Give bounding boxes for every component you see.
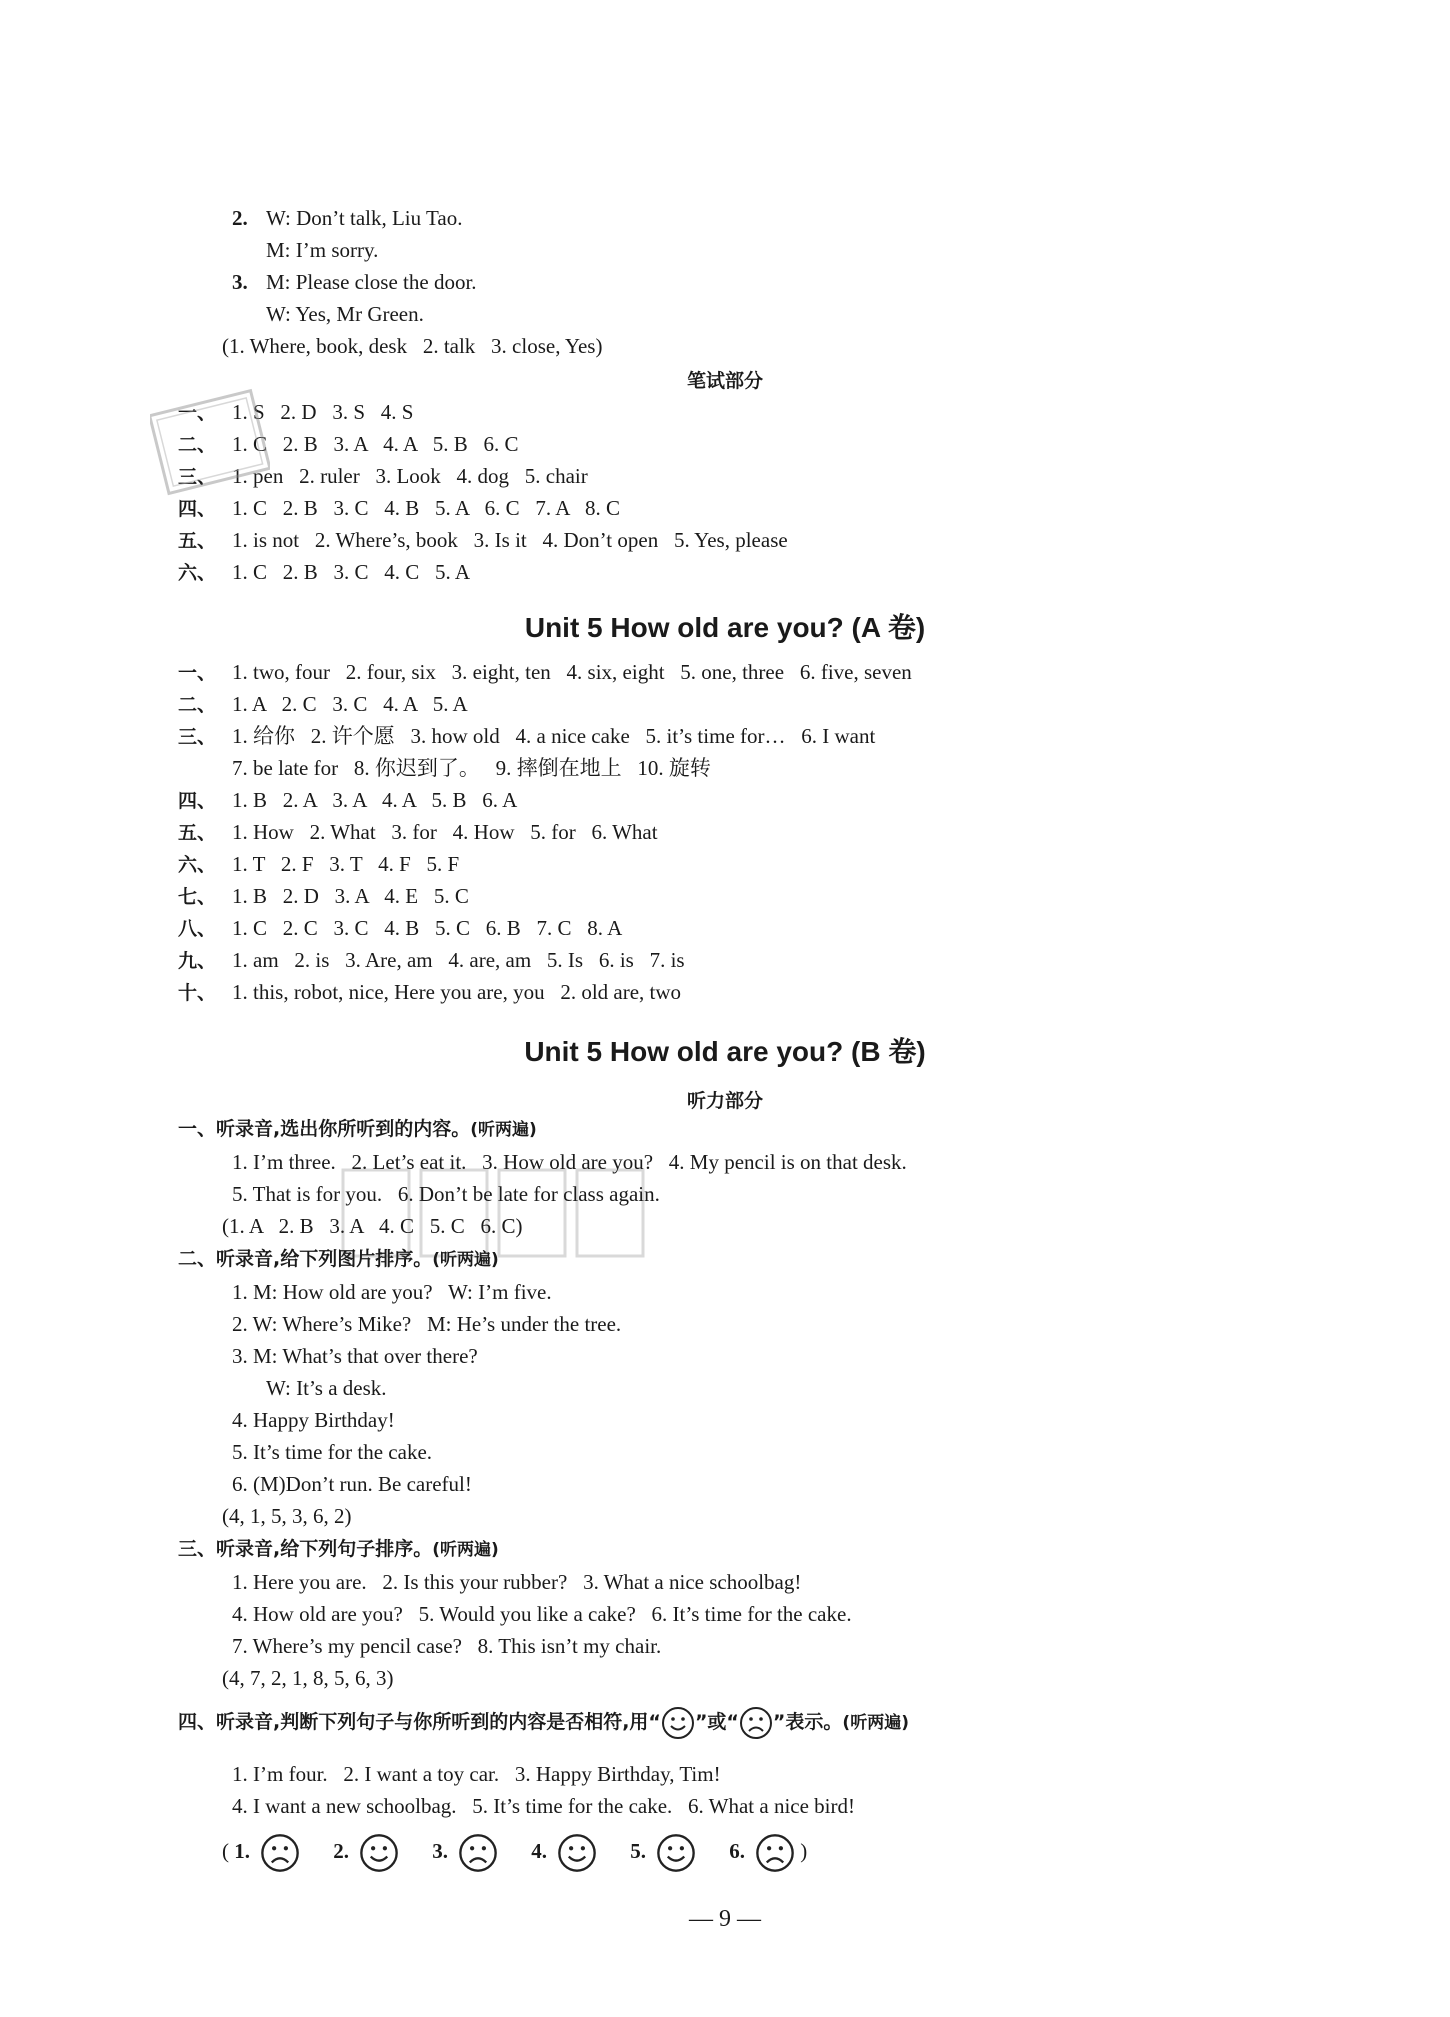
unit-a-row-5: 五、 1. How 2. What 3. for 4. How 5. for 6. What — [178, 820, 658, 844]
watermark — [335, 1160, 655, 1270]
listening-section-title: 听力部分 — [686, 1090, 763, 1112]
smile-face-icon — [656, 1833, 696, 1873]
part2-line-3: 3. M: What’s that over there? — [232, 1344, 478, 1368]
part2-heading: 二、听录音,给下列图片排序。(听两遍) — [178, 1248, 499, 1270]
sad-face-icon — [458, 1833, 498, 1873]
part4-answers: ( 1. 2. 3. 4. 5. 6. ) — [222, 1828, 807, 1874]
written-row-2: 二、 1. C 2. B 3. A 4. A 5. B 6. C — [178, 432, 519, 456]
part4-line-2: 4. I want a new schoolbag. 5. It’s time for the cake. 6. What a nice bird! — [232, 1794, 855, 1818]
written-row-6: 六、 1. C 2. B 3. C 4. C 5. A — [178, 560, 471, 584]
unit-a-row-3: 三、 1. 给你 2. 许个愿 3. how old 4. a nice cake 5. it’s time for… 6. I want — [178, 724, 876, 748]
part2-line-2: 2. W: Where’s Mike? M: He’s under the tree. — [232, 1312, 622, 1336]
part4-heading: 四、听录音,判断下列句子与你所听到的内容是否相符,用“ ”或“ ”表示。(听两遍) — [178, 1702, 909, 1743]
part2-line-7: 6. (M)Don’t run. Be careful! — [232, 1472, 472, 1496]
part3-answers: (4, 7, 2, 1, 8, 5, 6, 3) — [222, 1666, 394, 1690]
smile-face-icon — [661, 1706, 695, 1740]
part2-line-4: W: It’s a desk. — [266, 1376, 387, 1400]
part3-heading: 三、听录音,给下列句子排序。(听两遍) — [178, 1538, 499, 1560]
unit-a-row-7: 七、 1. B 2. D 3. A 4. E 5. C — [178, 884, 469, 908]
unit-b-title: Unit 5 How old are you? (B 卷) — [524, 1036, 926, 1067]
top-line-1: 2. W: Don’t talk, Liu Tao. — [232, 206, 463, 230]
top-answers: (1. Where, book, desk 2. talk 3. close, Yes) — [222, 334, 603, 358]
written-row-1: 一、 1. S 2. D 3. S 4. S — [178, 400, 414, 424]
written-row-4: 四、 1. C 2. B 3. C 4. B 5. A 6. C 7. A 8. C — [178, 496, 620, 520]
part2-line-6: 5. It’s time for the cake. — [232, 1440, 433, 1464]
unit-a-row-8: 八、 1. C 2. C 3. C 4. B 5. C 6. B 7. C 8. A — [178, 916, 623, 940]
unit-a-row-4: 四、 1. B 2. A 3. A 4. A 5. B 6. A — [178, 788, 518, 812]
smile-face-icon — [359, 1833, 399, 1873]
part2-answers: (4, 1, 5, 3, 6, 2) — [222, 1504, 352, 1528]
sad-face-icon — [739, 1706, 773, 1740]
top-line-2: M: I’m sorry. — [266, 238, 379, 262]
part2-line-1: 1. M: How old are you? W: I’m five. — [232, 1280, 552, 1304]
top-line-4: W: Yes, Mr Green. — [266, 302, 424, 326]
part3-line-2: 4. How old are you? 5. Would you like a cake? 6. It’s time for the cake. — [232, 1602, 852, 1626]
part1-heading: 一、听录音,选出你所听到的内容。(听两遍) — [178, 1118, 537, 1140]
sad-face-icon — [755, 1833, 795, 1873]
unit-a-row-6: 六、 1. T 2. F 3. T 4. F 5. F — [178, 852, 460, 876]
unit-a-row-3b: 7. be late for 8. 你迟到了。 9. 摔倒在地上 10. 旋转 — [232, 756, 711, 780]
part3-line-3: 7. Where’s my pencil case? 8. This isn’t my chair. — [232, 1634, 662, 1658]
part3-line-1: 1. Here you are. 2. Is this your rubber? 3. What a nice schoolbag! — [232, 1570, 802, 1594]
sad-face-icon — [260, 1833, 300, 1873]
stamp-logo — [150, 388, 270, 498]
unit-a-row-2: 二、 1. A 2. C 3. C 4. A 5. A — [178, 692, 468, 716]
written-row-3: 三、 1. pen 2. ruler 3. Look 4. dog 5. chair — [178, 464, 588, 488]
part4-line-1: 1. I’m four. 2. I want a toy car. 3. Happy Birthday, Tim! — [232, 1762, 721, 1786]
unit-a-row-10: 十、 1. this, robot, nice, Here you are, you 2. old are, two — [178, 980, 682, 1004]
smile-face-icon — [557, 1833, 597, 1873]
page-number: — 9 — — [689, 1906, 761, 1932]
unit-a-row-9: 九、 1. am 2. is 3. Are, am 4. are, am 5. Is 6. is 7. is — [178, 948, 685, 972]
top-line-3: 3. M: Please close the door. — [232, 270, 477, 294]
part1-line-1: 1. I’m three. 2. Let’s eat it. 3. How old are you? 4. My pencil is on that desk. — [232, 1150, 907, 1174]
part2-line-5: 4. Happy Birthday! — [232, 1408, 395, 1432]
unit-a-row-1: 一、 1. two, four 2. four, six 3. eight, ten 4. six, eight 5. one, three 6. five, seven — [178, 660, 912, 684]
written-section-title: 笔试部分 — [686, 370, 763, 392]
part1-line-2: 5. That is for you. 6. Don’t be late for class again. — [232, 1182, 660, 1206]
part1-answers: (1. A 2. B 3. A 4. C 5. C 6. C) — [222, 1214, 523, 1238]
unit-a-title: Unit 5 How old are you? (A 卷) — [524, 612, 926, 643]
written-row-5: 五、 1. is not 2. Where’s, book 3. Is it 4. Don’t open 5. Yes, please — [178, 528, 788, 552]
